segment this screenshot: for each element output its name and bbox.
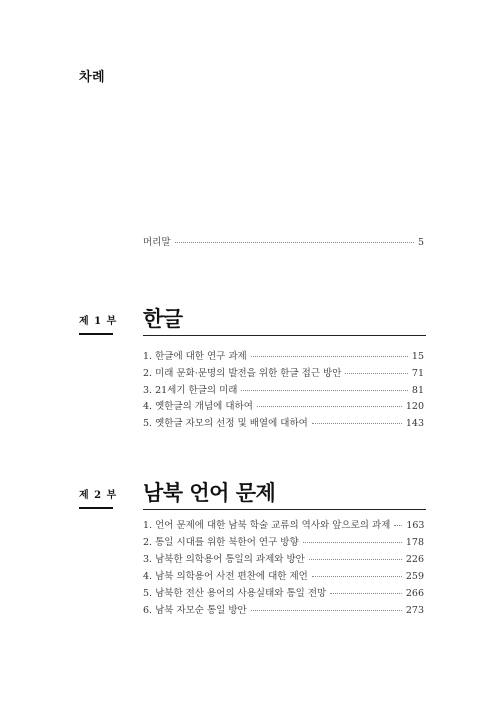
part-label-rule: [79, 333, 113, 335]
toc-entry-title: 4. 옛한글의 개념에 대하여: [143, 401, 253, 412]
toc-entry[interactable]: [143, 415, 424, 429]
toc-entry-page: 120: [405, 401, 424, 412]
toc-entry-page: 259: [405, 571, 424, 582]
dot-leader: [241, 390, 407, 391]
part-label: 제 2 부: [79, 490, 118, 501]
dot-leader: [345, 373, 407, 374]
dot-leader: [303, 542, 402, 543]
page-title: 차례: [79, 70, 106, 85]
dot-leader: [312, 576, 402, 577]
dot-leader: [394, 525, 402, 526]
toc-entry-title: 2. 미래 문화·문명의 발전을 위한 한글 접근 방안: [143, 368, 342, 379]
toc-entry[interactable]: [143, 551, 424, 565]
toc-entry-title: 1. 한글에 대한 연구 과제: [143, 351, 247, 362]
part-title: 남북 언어 문제: [143, 481, 276, 505]
toc-entry[interactable]: [143, 534, 424, 548]
toc-entry[interactable]: [143, 348, 424, 362]
part-divider: [143, 335, 426, 336]
dot-leader: [312, 423, 402, 424]
part-divider: [143, 509, 426, 510]
toc-entry[interactable]: [143, 585, 424, 599]
toc-entry[interactable]: [143, 398, 424, 412]
toc-entry-page: 5: [417, 237, 424, 248]
toc-entry-title: 1. 언어 문제에 대한 남북 학술 교류의 역사와 앞으로의 과제: [143, 520, 391, 531]
toc-entry-page: 266: [405, 588, 424, 599]
toc-entry-title: 5. 남북한 전산 용어의 사용실태와 통일 전망: [143, 588, 327, 599]
toc-entry-preface[interactable]: [143, 234, 424, 248]
toc-entry-title: 4. 남북 의학용어 사전 편찬에 대한 제언: [143, 571, 308, 582]
dot-leader: [175, 242, 414, 243]
toc-entry-title: 6. 남북 자모순 통일 방안: [143, 605, 247, 616]
toc-entry-title: 3. 21세기 한글의 미래: [143, 385, 238, 396]
toc-entry-page: 71: [411, 368, 424, 379]
toc-entry[interactable]: [143, 365, 424, 379]
toc-entry-page: 81: [411, 385, 424, 396]
toc-entry-page: 15: [411, 351, 424, 362]
toc-entry-page: 178: [405, 537, 424, 548]
toc-entry-title: 5. 옛한글 자모의 선정 및 배열에 대하여: [143, 418, 308, 429]
toc-entry[interactable]: [143, 568, 424, 582]
dot-leader: [257, 406, 402, 407]
dot-leader: [251, 356, 408, 357]
toc-entry-title: 2. 통일 시대를 위한 북한어 연구 방향: [143, 537, 299, 548]
toc-entry-page: 273: [405, 605, 424, 616]
toc-entry-title: 3. 남북한 의학용어 통일의 과제와 방안: [143, 554, 305, 565]
part-label-rule: [79, 507, 113, 509]
toc-entry-page: 143: [405, 418, 424, 429]
dot-leader: [251, 610, 402, 611]
toc-entry-title: 머리말: [143, 237, 171, 248]
dot-leader: [309, 559, 402, 560]
part-title: 한글: [143, 307, 183, 331]
part-label: 제 1 부: [79, 316, 118, 327]
toc-entry[interactable]: [143, 382, 424, 396]
toc-entry-page: 163: [406, 520, 425, 531]
toc-entry[interactable]: [143, 602, 424, 616]
dot-leader: [330, 593, 402, 594]
toc-entry[interactable]: [143, 517, 424, 531]
toc-entry-page: 226: [405, 554, 424, 565]
